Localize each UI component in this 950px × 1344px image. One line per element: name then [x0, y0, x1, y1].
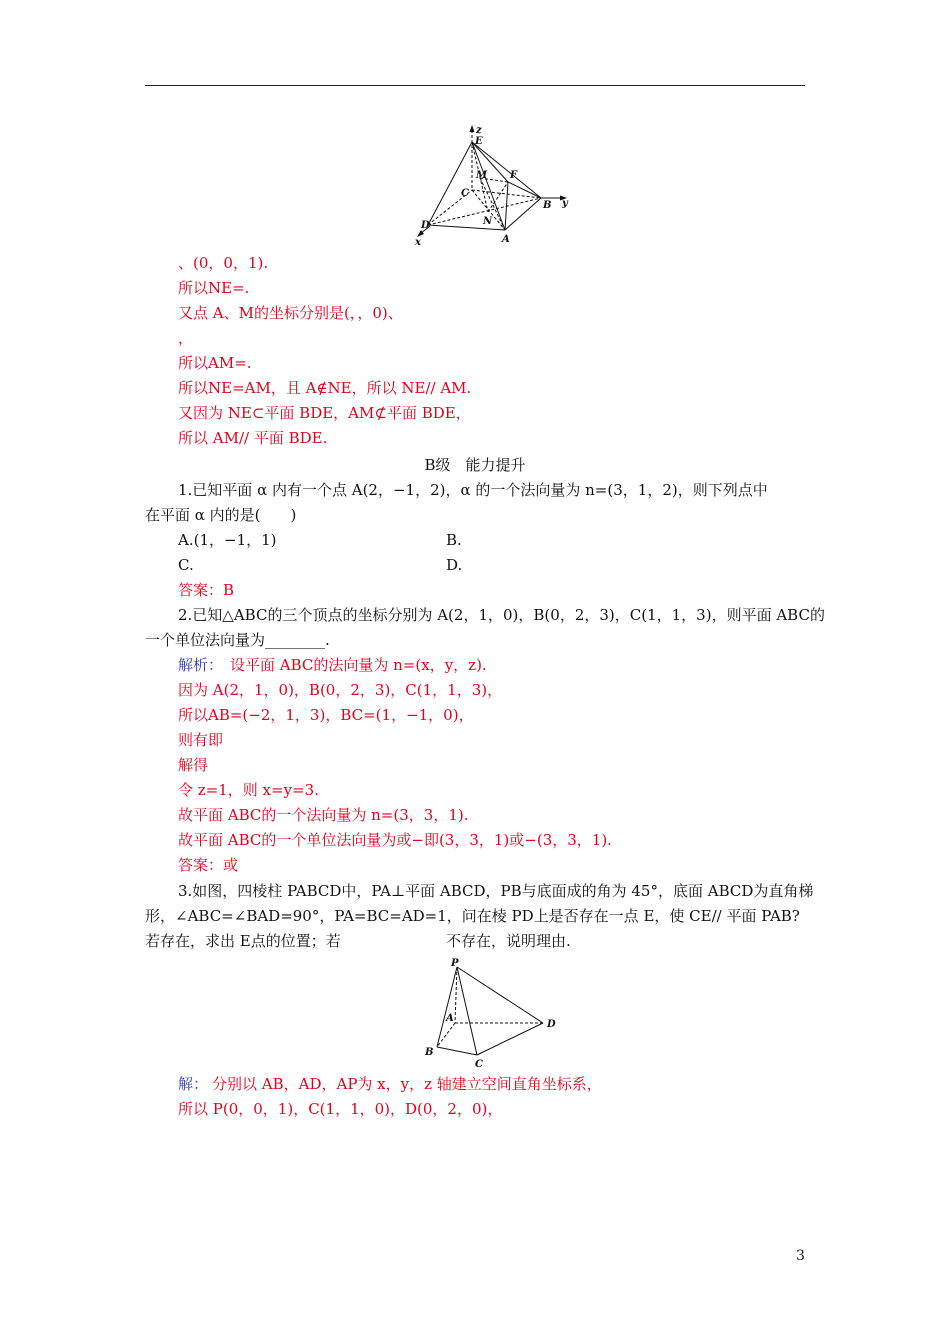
label-b: B	[425, 1047, 434, 1058]
sol1-line-4: ，	[178, 329, 194, 347]
label-d: D	[547, 1019, 556, 1030]
q3-sol-line-1: 分别以 AB，AD，AP为 x，y，z 轴建立空间直角坐标系，	[212, 1075, 602, 1093]
q1-line-1: 1.已知平面 α 内有一个点 A(2，−1，2)，α 的一个法向量为 n=(3，1，2)，则下列点中	[178, 481, 768, 499]
q1-option-d: D.	[446, 556, 463, 574]
section-title: B级 能力提升	[424, 456, 526, 474]
label-e: E	[475, 136, 483, 147]
q3-line-2: 形，∠ABC=∠BAD=90°，PA=BC=AD=1，问在棱 PD上是否存在一点 E，使 CE// 平面 PAB?	[145, 907, 800, 925]
label-c: C	[461, 188, 469, 199]
label-f: F	[510, 170, 518, 181]
q2-sol-line-8: 故平面 ABC的一个单位法向量为或−即(3，3，1)或−(3，3，1).	[178, 831, 612, 849]
q3-solution-label: 解：	[178, 1075, 209, 1093]
label-n: N	[483, 216, 493, 227]
q3-line-1: 3.如图，四棱柱 PABCD中，PA⊥平面 ABCD，PB与底面成的角为 45°，底面 ABCD为直角梯	[178, 882, 814, 900]
label-z: z	[476, 125, 482, 136]
q2-answer: 答案：或	[178, 856, 239, 874]
q2-sol-line-3: 所以AB=(−2，1，3)，BC=(1，−1，0)，	[178, 706, 474, 724]
label-p: P	[451, 958, 459, 969]
header-rule	[145, 85, 805, 86]
page-number: 3	[796, 1248, 805, 1264]
q2-sol-line-7: 故平面 ABC的一个法向量为 n=(3，3，1).	[178, 806, 469, 824]
q1-line-2: 在平面 α 内的是( )	[145, 506, 297, 524]
sol1-line-5: 所以AM=.	[178, 354, 252, 372]
figure-3d-solid	[410, 120, 580, 250]
label-c: C	[475, 1059, 483, 1070]
sol1-line-2: 所以NE=.	[178, 279, 250, 297]
figure-pyramid	[415, 955, 565, 1070]
q1-option-a: A.(1，−1，1)	[178, 531, 277, 549]
q2-sol-line-1: 设平面 ABC的法向量为 n=(x，y，z).	[230, 656, 487, 674]
sol1-line-7: 又因为 NE⊂平面 BDE，AM⊄平面 BDE，	[178, 404, 471, 422]
label-b: B	[543, 200, 552, 211]
q1-option-b: B.	[446, 531, 462, 549]
q2-line-1: 2.已知△ABC的三个顶点的坐标分别为 A(2，1，0)，B(0，2，3)，C(1，1，3)，则平面 ABC的	[178, 606, 825, 624]
q2-sol-line-6: 令 z=1，则 x=y=3.	[178, 781, 319, 799]
q2-line-2: 一个单位法向量为________.	[145, 631, 330, 649]
label-d: D	[421, 220, 430, 231]
q3-line-3a: 若存在，求出 E点的位置；若	[145, 932, 341, 950]
sol1-line-3: 又点 A、M的坐标分别是(，，0)、	[178, 304, 403, 322]
sol1-line-1: 、(0，0，1).	[178, 254, 269, 272]
q2-sol-line-4: 则有即	[178, 731, 224, 749]
q2-solution-label: 解析：	[178, 656, 224, 674]
q2-sol-line-2: 因为 A(2，1，0)，B(0，2，3)，C(1，1，3)，	[178, 681, 503, 699]
label-y: y	[562, 198, 568, 209]
label-a: A	[446, 1013, 454, 1024]
label-m: M	[476, 170, 488, 181]
q2-sol-line-5: 解得	[178, 756, 209, 774]
label-a: A	[502, 234, 510, 245]
sol1-line-6: 所以NE=AM，且 A∉NE，所以 NE// AM.	[178, 379, 472, 397]
q1-answer: 答案：B	[178, 581, 235, 599]
q1-option-c: C.	[178, 556, 194, 574]
q3-sol-line-2: 所以 P(0，0，1)，C(1，1，0)，D(0，2，0)，	[178, 1100, 503, 1118]
q3-line-3b: 不存在，说明理由.	[446, 932, 571, 950]
sol1-line-8: 所以 AM// 平面 BDE.	[178, 429, 328, 447]
label-x: x	[415, 237, 421, 248]
